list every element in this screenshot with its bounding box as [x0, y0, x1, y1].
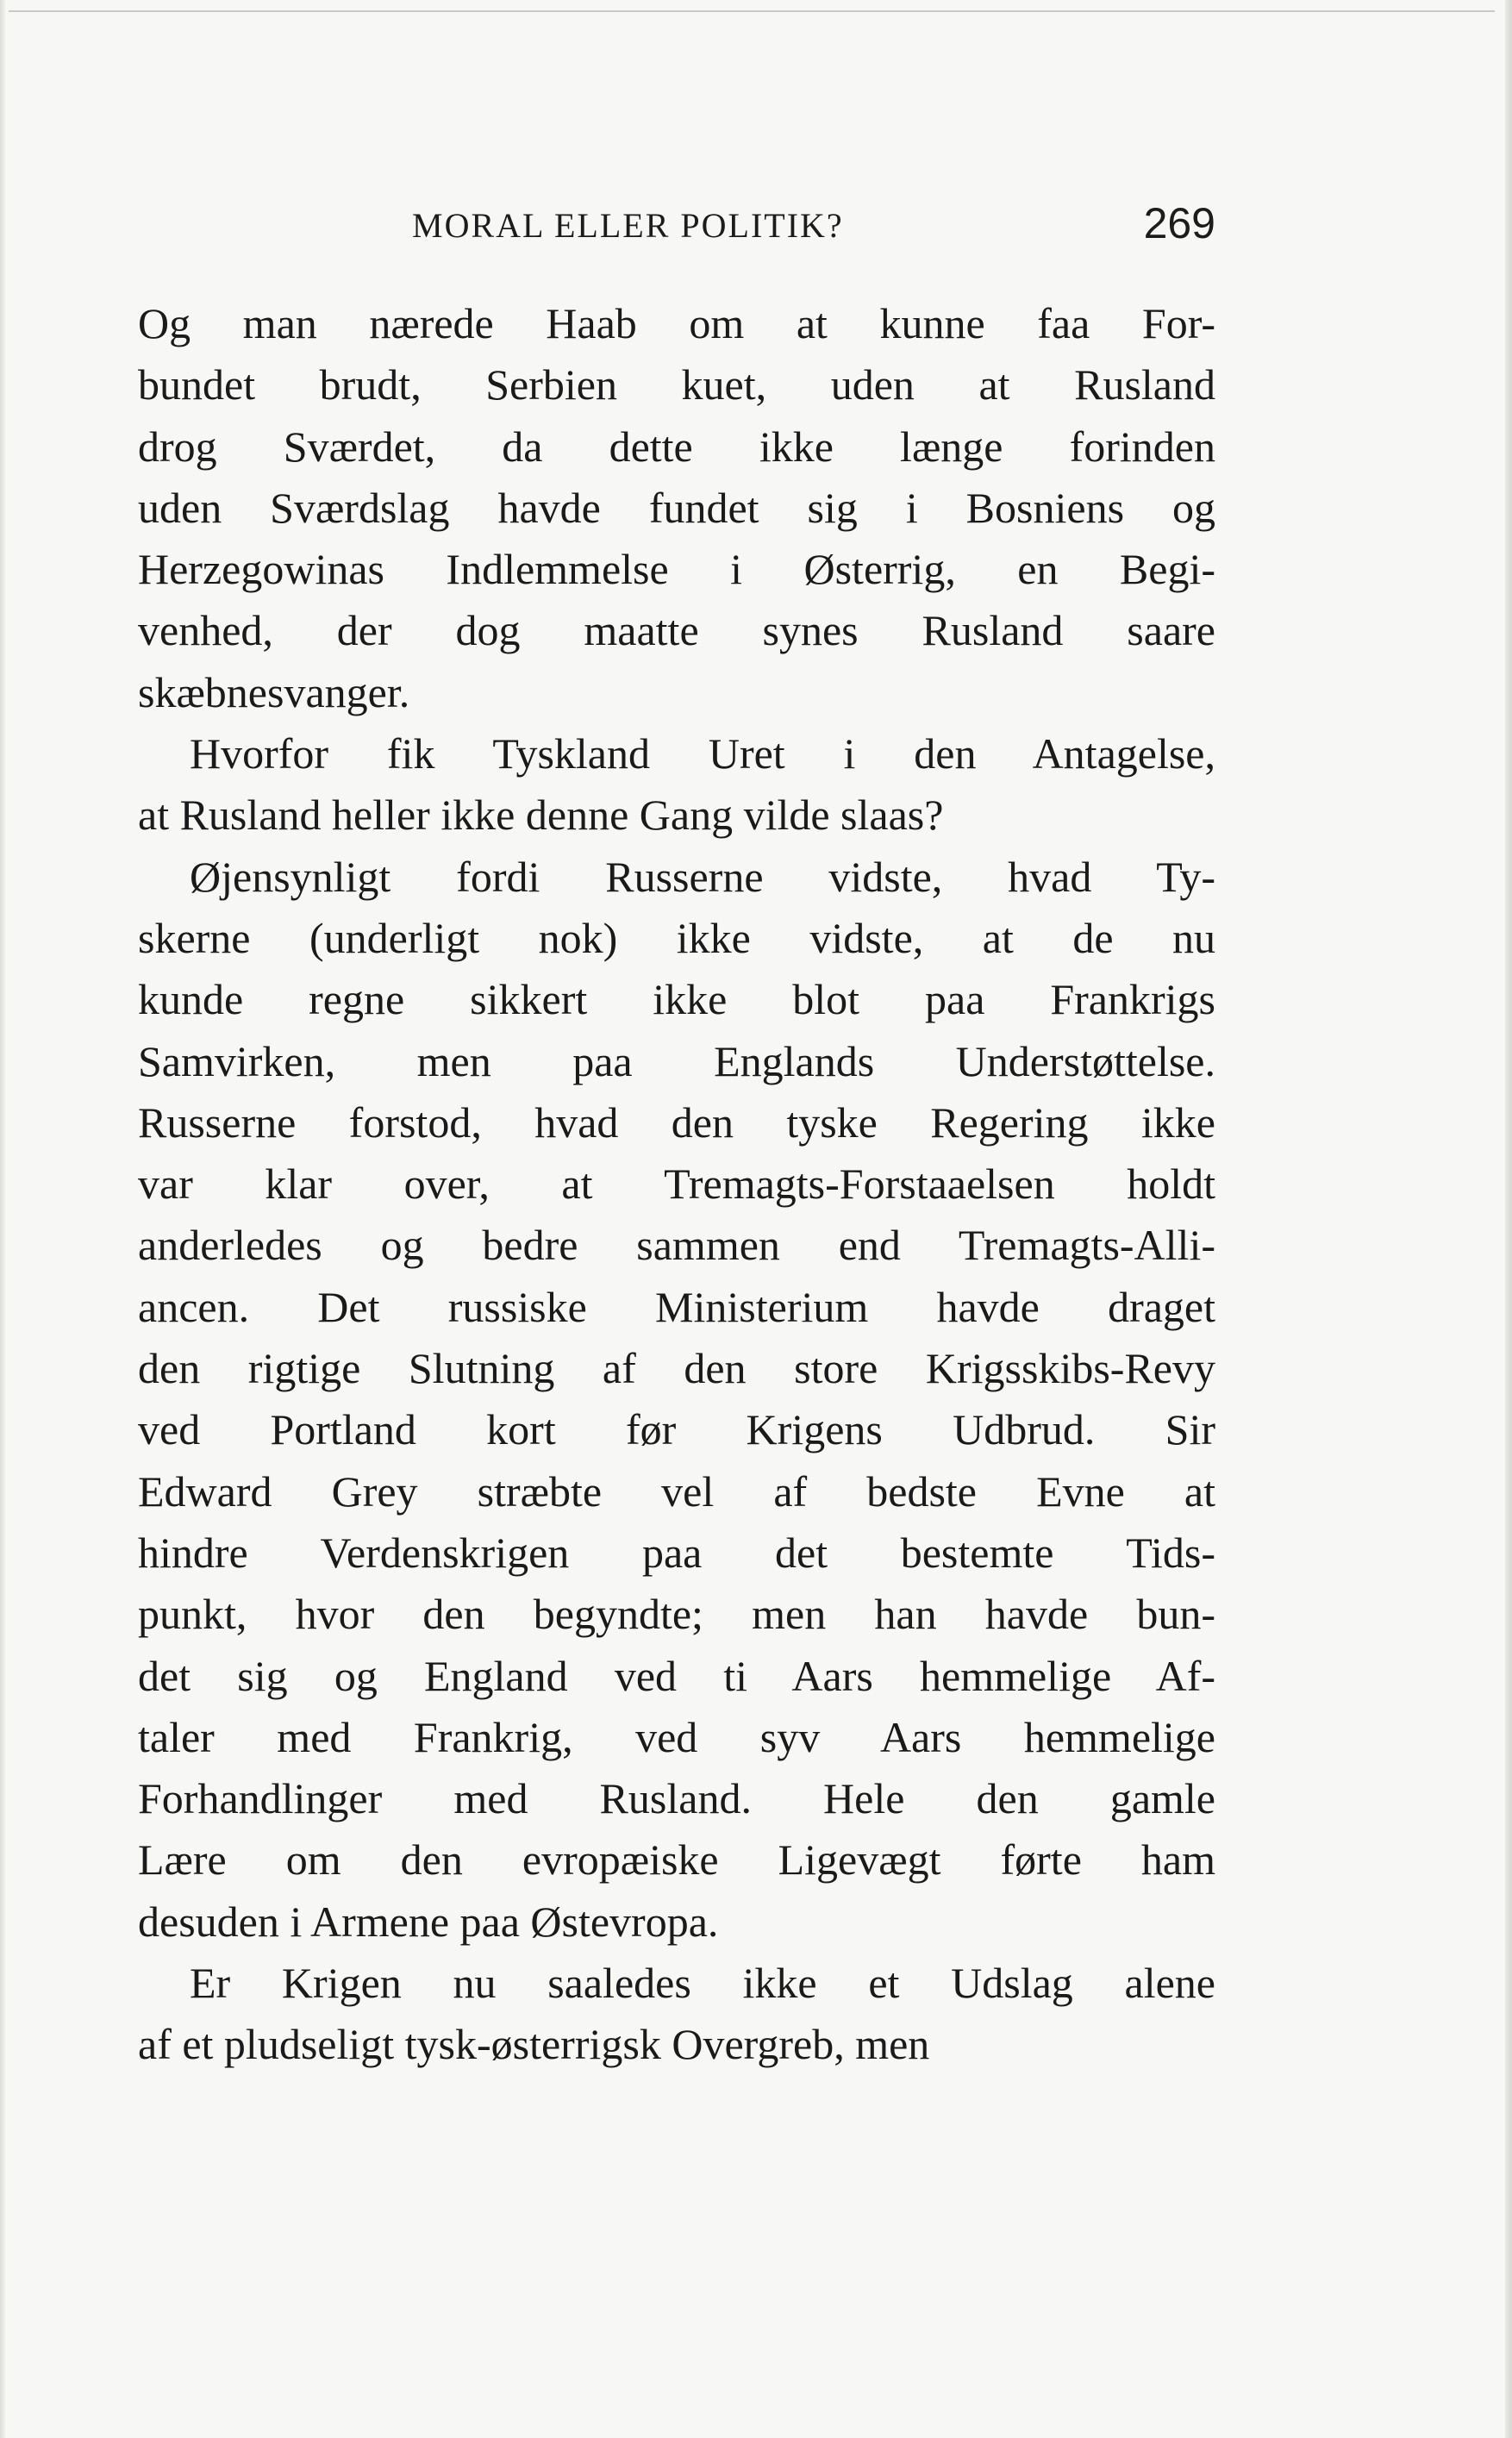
text-line: skæbnesvanger. — [138, 667, 410, 716]
text-line: anderledes og bedre sammen end Tremagts-Alli- — [138, 1221, 1215, 1270]
page-edge-top — [9, 10, 1495, 12]
page-number: 269 — [1143, 199, 1215, 247]
text-line: ved Portland kort før Krigens Udbrud. Sir — [138, 1405, 1215, 1454]
text-line: taler med Frankrig, ved syv Aars hemmelige — [138, 1712, 1215, 1761]
text-line: var klar over, at Tremagts-Forstaaelsen holdt — [138, 1160, 1215, 1209]
text-line: Russerne forstod, hvad den tyske Regering ikke — [138, 1097, 1215, 1147]
paragraph — [138, 723, 1215, 847]
text-line: Øjensynligt fordi Russerne vidste, hvad Ty- — [190, 852, 1215, 901]
text-line: drog Sværdet, da dette ikke længe forinden — [138, 422, 1215, 471]
text-line: Lære om den evropæiske Ligevægt førte ham — [138, 1835, 1215, 1885]
text-line: Og man nærede Haab om at kunne faa For- — [138, 299, 1215, 347]
text-line: Hvorfor fik Tyskland Uret i den Antagelse, — [190, 729, 1215, 778]
text-line: bundet brudt, Serbien kuet, uden at Rusland — [138, 360, 1215, 409]
paragraph — [138, 1953, 1215, 2076]
text-line: det sig og England ved ti Aars hemmelige Af- — [138, 1651, 1215, 1700]
text-line: af et pludseligt tysk-østerrigsk Overgreb, men — [138, 2020, 930, 2069]
text-line: Edward Grey stræbte vel af bedste Evne at — [138, 1466, 1215, 1516]
text-line: Er Krigen nu saaledes ikke et Udslag alene — [190, 1959, 1215, 2008]
paragraph — [138, 293, 1215, 723]
running-head: MORAL ELLER POLITIK? — [412, 206, 844, 245]
body-text — [138, 293, 1215, 2076]
paragraph — [138, 847, 1215, 1953]
page-header — [138, 198, 1215, 259]
text-line: uden Sværdslag havde fundet sig i Bosniens og — [138, 483, 1215, 532]
text-line: den rigtige Slutning af den store Krigsskibs-Revy — [138, 1344, 1215, 1393]
text-line: kunde regne sikkert ikke blot paa Frankrigs — [138, 975, 1215, 1024]
text-line: at Rusland heller ikke denne Gang vilde slaas? — [138, 791, 944, 840]
page-edge-left — [0, 0, 5, 2438]
text-line: desuden i Armene paa Østevropa. — [138, 1897, 719, 1946]
text-line: skerne (underligt nok) ikke vidste, at de nu — [138, 913, 1215, 962]
page-edge-right — [1505, 0, 1512, 2438]
text-line: ancen. Det russiske Ministerium havde draget — [138, 1282, 1215, 1331]
text-line: Herzegowinas Indlemmelse i Østerrig, en Begi- — [138, 545, 1215, 594]
text-line: Samvirken, men paa Englands Understøttelse. — [138, 1036, 1215, 1085]
text-line: venhed, der dog maatte synes Rusland saare — [138, 606, 1215, 655]
text-line: punkt, hvor den begyndte; men han havde bun- — [138, 1590, 1215, 1639]
text-line: Forhandlinger med Rusland. Hele den gamle — [138, 1774, 1215, 1823]
text-line: hindre Verdenskrigen paa det bestemte Tids- — [138, 1528, 1215, 1577]
